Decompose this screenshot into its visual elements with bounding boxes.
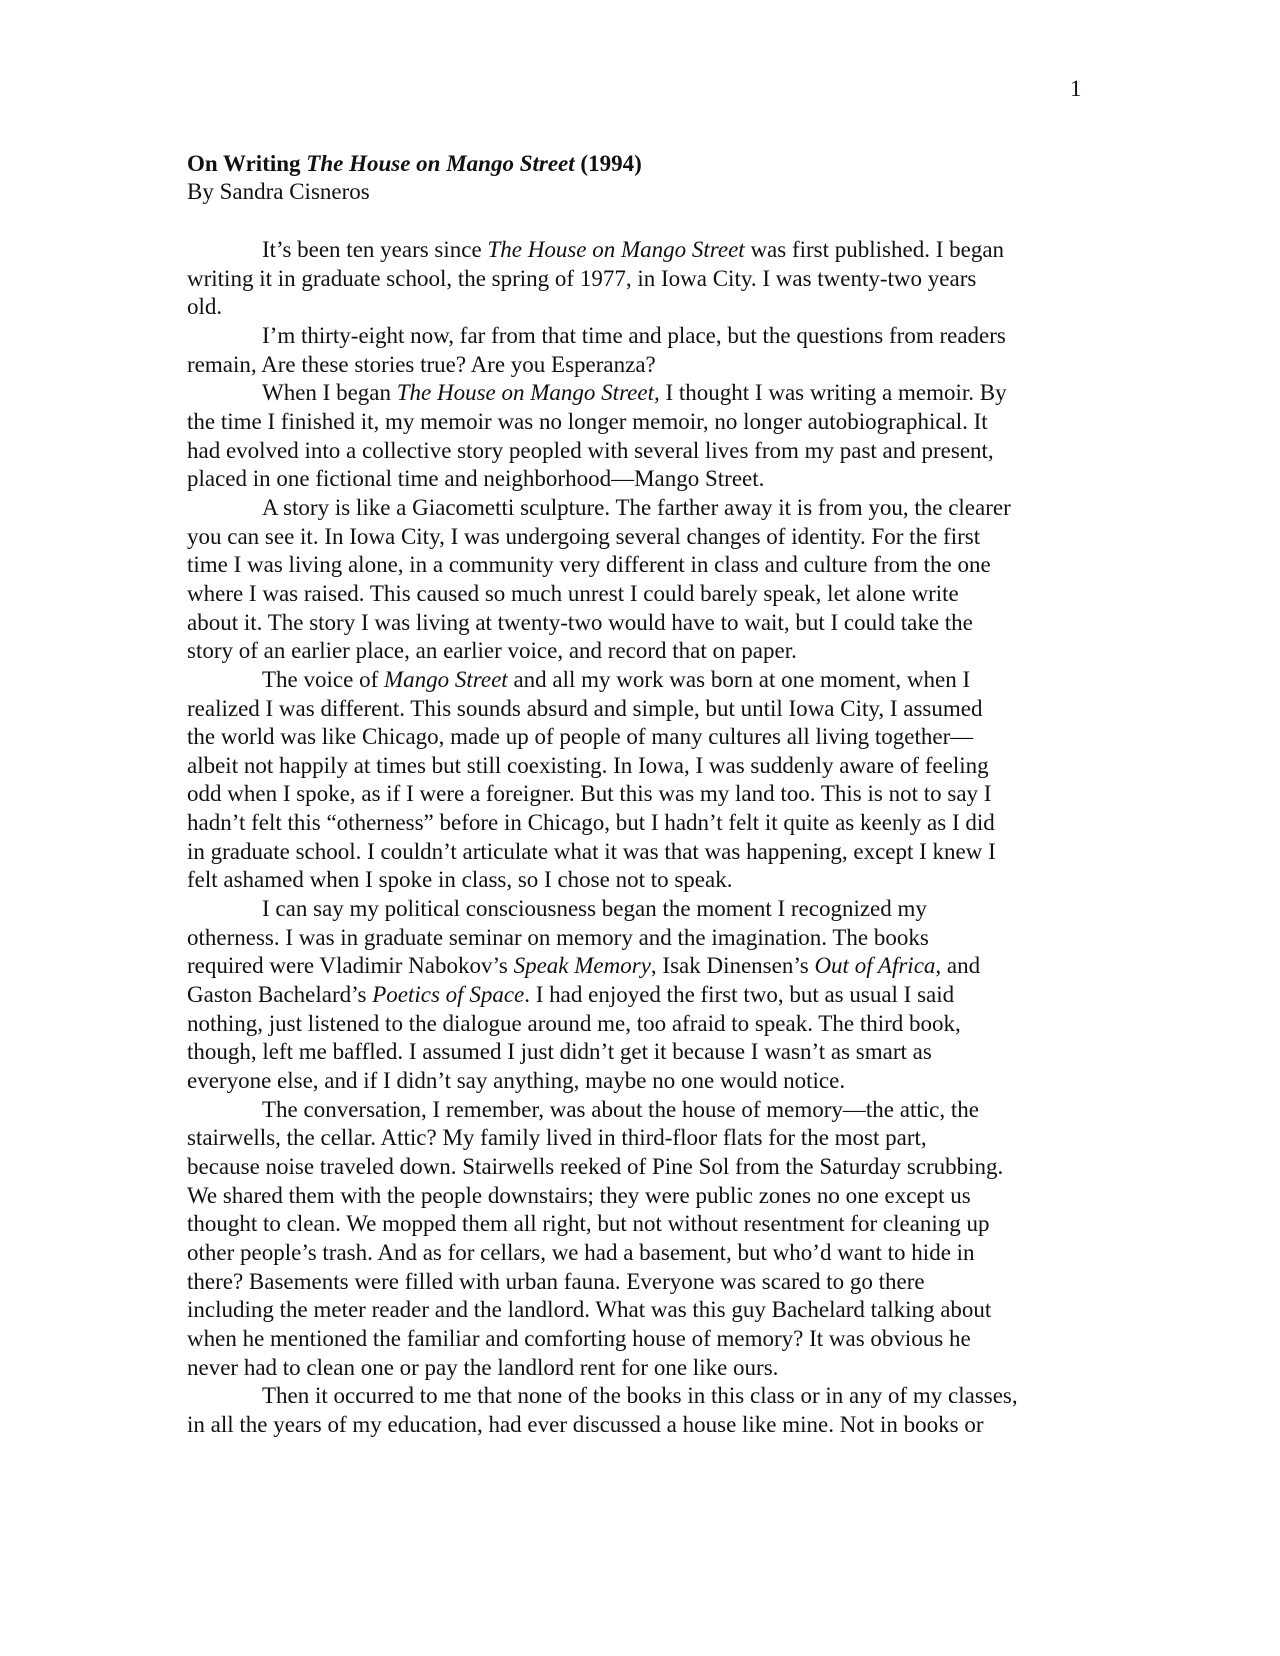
text-segment: you can see it. In Iowa City, I was undergoing several changes of identity. For the first (187, 523, 981, 549)
text-segment: albeit not happily at times but still coexisting. In Iowa, I was suddenly aware of feeling (187, 752, 989, 778)
text-segment: including the meter reader and the landlord. What was this guy Bachelard talking about (187, 1297, 992, 1323)
page-number: 1 (1070, 76, 1082, 101)
text-line (187, 265, 1087, 294)
text-segment: otherness. I was in graduate seminar on memory and the imagination. The books (187, 924, 929, 950)
text-segment: Gaston Bachelard’s (187, 982, 373, 1008)
text-line (187, 637, 1087, 666)
text-segment: , Isak Dinensen’s (650, 953, 815, 979)
text-segment: though, left me baffled. I assumed I just didn’t get it because I wasn’t as smart as (187, 1039, 932, 1065)
text-segment: I thought I was writing a memoir. By (659, 380, 1007, 406)
text-segment: The voice of (262, 666, 384, 692)
text-line (187, 437, 1087, 466)
title-prefix: On Writing (187, 151, 307, 176)
text-line (187, 580, 1087, 609)
text-segment: The conversation, I remember, was about the house of memory—the attic, the (262, 1096, 979, 1122)
text-line (187, 1038, 1087, 1067)
text-line (187, 666, 1087, 695)
title-suffix: (1994) (574, 151, 642, 176)
text-line (187, 494, 1087, 523)
text-line (187, 952, 1087, 981)
byline: By Sandra Cisneros (187, 179, 370, 204)
text-line (187, 1153, 1087, 1182)
text-segment: It’s been ten years since (262, 237, 488, 262)
essay-body (187, 236, 1087, 1440)
text-segment: about it. The story I was living at twenty-two would have to wait, but I could take the (187, 609, 973, 635)
text-line (187, 1296, 1087, 1325)
text-line (187, 1182, 1087, 1211)
text-segment: in all the years of my education, had ever discussed a house like mine. Not in books or (187, 1411, 984, 1437)
text-line (187, 809, 1087, 838)
text-segment: Then it occurred to me that none of the books in this class or in any of my classes, (262, 1383, 1018, 1409)
text-segment: , and (935, 953, 981, 979)
text-line (187, 780, 1087, 809)
text-line (187, 322, 1087, 351)
italic-text: The House on Mango Street (487, 237, 745, 262)
text-segment: had evolved into a collective story peopled with several lives from my past and present, (187, 437, 994, 463)
text-segment: in graduate school. I couldn’t articulate what it was that was happening, except I knew I (187, 838, 996, 864)
text-segment: placed in one fictional time and neighborhood—Mango Street. (187, 466, 765, 492)
text-line (187, 236, 1087, 265)
text-segment: odd when I spoke, as if I were a foreigner. But this was my land too. This is not to say I (187, 781, 992, 807)
text-segment: story of an earlier place, an earlier voice, and record that on paper. (187, 638, 797, 664)
text-line (187, 695, 1087, 724)
text-line (187, 752, 1087, 781)
text-line (187, 895, 1087, 924)
title-book: The House on Mango Street (306, 151, 575, 176)
text-segment: . I had enjoyed the first two, but as usual I said (524, 982, 955, 1008)
text-segment: there? Basements were filled with urban fauna. Everyone was scared to go there (187, 1268, 925, 1294)
text-line (187, 1239, 1087, 1268)
text-line (187, 1325, 1087, 1354)
text-line (187, 1210, 1087, 1239)
text-line (187, 981, 1087, 1010)
text-line (187, 1268, 1087, 1297)
text-line (187, 351, 1087, 380)
text-segment: When I began (262, 380, 397, 406)
text-line (187, 1010, 1087, 1039)
text-segment: hadn’t felt this “otherness” before in Chicago, but I hadn’t felt it quite as keenly as I did (187, 810, 995, 836)
text-segment: the time I finished it, my memoir was no longer memoir, no longer autobiographical. It (187, 408, 988, 434)
text-line (187, 408, 1087, 437)
text-segment: realized I was different. This sounds absurd and simple, but until Iowa City, I assumed (187, 695, 983, 721)
text-segment: and all my work was born at one moment, when I (507, 666, 971, 692)
text-segment: stairwells, the cellar. Attic? My family lived in third-floor flats for the most part, (187, 1125, 927, 1151)
text-line (187, 551, 1087, 580)
text-line (187, 1354, 1087, 1383)
text-segment: required were Vladimir Nabokov’s (187, 953, 514, 979)
text-segment: because noise traveled down. Stairwells reeked of Pine Sol from the Saturday scrubbing. (187, 1154, 1004, 1179)
italic-text: Speak Memory (513, 953, 651, 979)
text-segment: writing it in graduate school, the spring of 1977, in Iowa City. I was twenty-two years (187, 265, 977, 291)
text-segment: We shared them with the people downstairs; they were public zones no one except us (187, 1182, 971, 1208)
text-segment: time I was living alone, in a community very different in class and culture from the one (187, 552, 991, 578)
text-segment: everyone else, and if I didn’t say anything, maybe no one would notice. (187, 1068, 846, 1094)
text-segment: I’m thirty-eight now, far from that time and place, but the questions from readers (262, 322, 1006, 348)
text-line (187, 1124, 1087, 1153)
text-segment: where I was raised. This caused so much unrest I could barely speak, let alone write (187, 580, 959, 606)
italic-text: Mango Street (383, 666, 508, 692)
text-line (187, 1411, 1087, 1440)
text-line (187, 609, 1087, 638)
italic-text: Poetics of Space (372, 982, 525, 1008)
text-line (187, 1067, 1087, 1096)
text-line (187, 723, 1087, 752)
text-segment: A story is like a Giacometti sculpture. The farther away it is from you, the clearer (262, 494, 1011, 520)
text-line (187, 379, 1087, 408)
text-line (187, 1382, 1087, 1411)
document-header (187, 150, 642, 206)
text-segment: never had to clean one or pay the landlord rent for one like ours. (187, 1354, 779, 1380)
text-segment: old. (187, 294, 223, 320)
italic-text: Out of Africa (814, 953, 936, 979)
text-segment: when he mentioned the familiar and comforting house of memory? It was obvious he (187, 1325, 971, 1351)
text-line (187, 924, 1087, 953)
text-line (187, 838, 1087, 867)
text-segment: I can say my political consciousness began the moment I recognized my (262, 896, 927, 922)
text-line (187, 465, 1087, 494)
text-line (187, 866, 1087, 895)
text-segment: thought to clean. We mopped them all right, but not without resentment for cleaning up (187, 1211, 990, 1237)
text-segment: the world was like Chicago, made up of people of many cultures all living together— (187, 724, 974, 750)
text-segment: felt ashamed when I spoke in class, so I chose not to speak. (187, 867, 733, 893)
text-line (187, 293, 1087, 322)
text-segment: remain, Are these stories true? Are you Esperanza? (187, 351, 656, 377)
text-line (187, 523, 1087, 552)
document-title (187, 150, 642, 178)
italic-text: The House on Mango Street, (396, 380, 660, 406)
text-segment: other people’s trash. And as for cellars, we had a basement, but who’d want to hide in (187, 1239, 975, 1265)
text-segment: was first published. I began (744, 237, 1005, 262)
text-line (187, 1096, 1087, 1125)
text-segment: nothing, just listened to the dialogue around me, too afraid to speak. The third book, (187, 1010, 961, 1036)
